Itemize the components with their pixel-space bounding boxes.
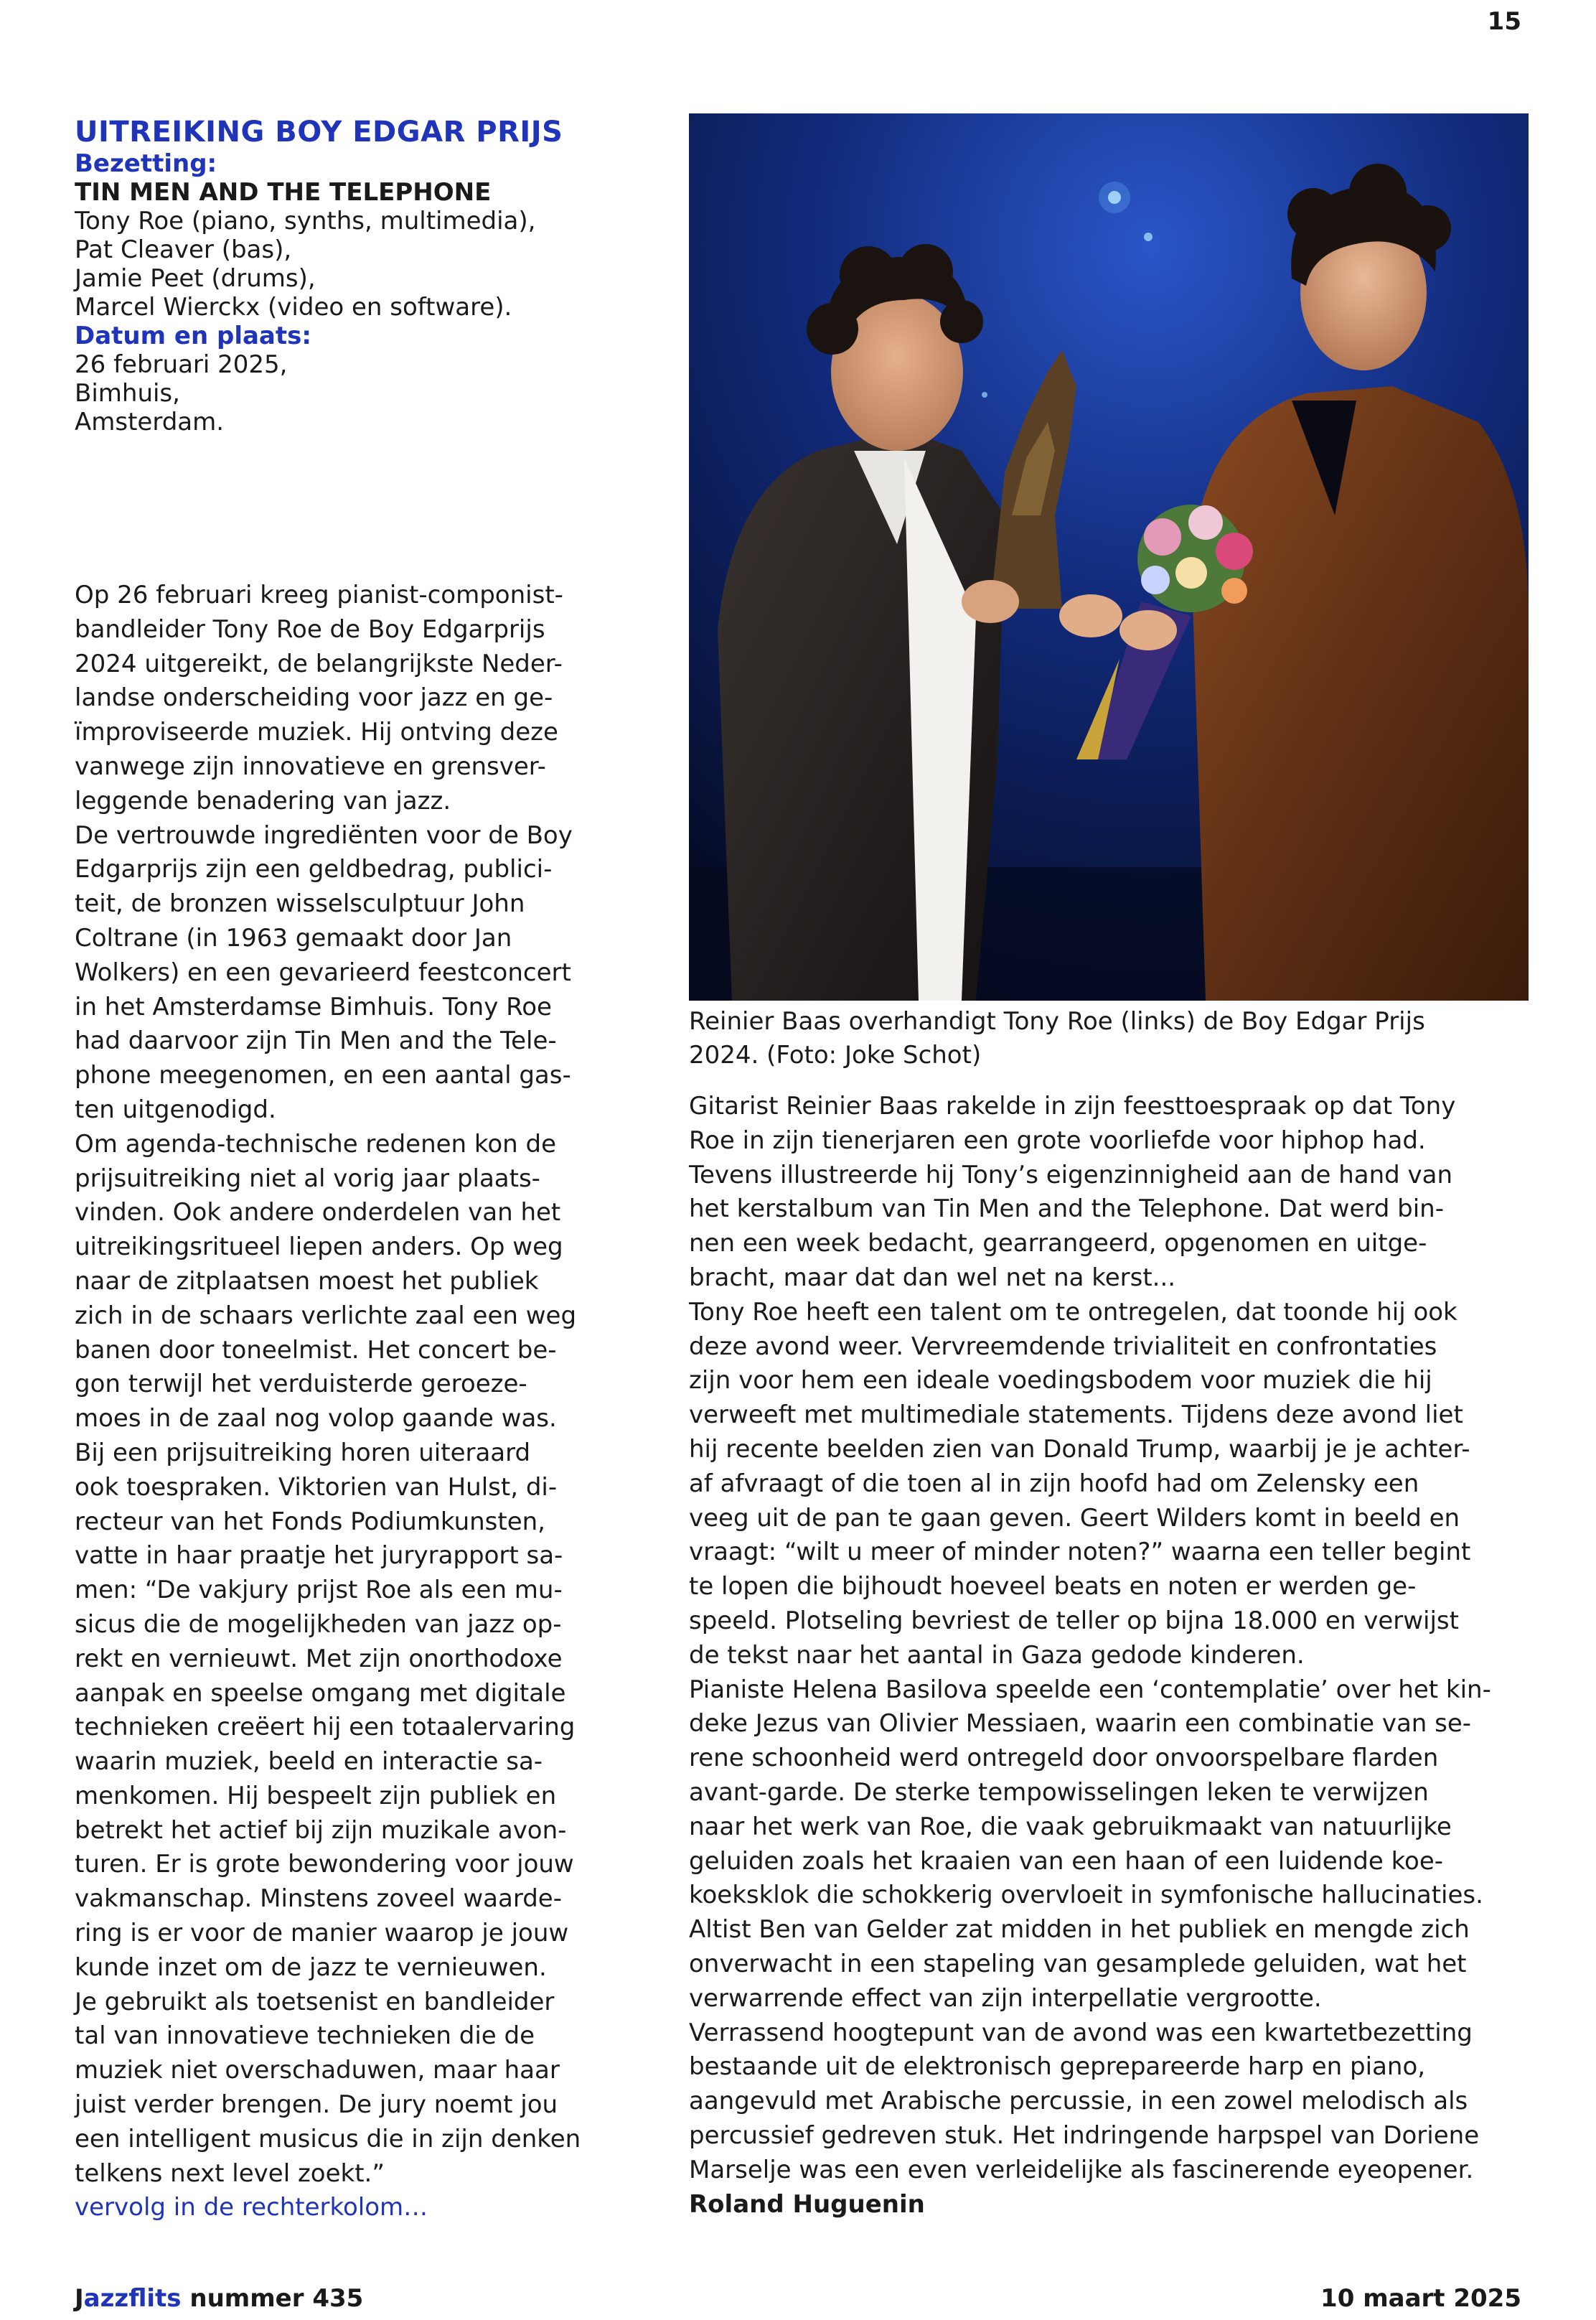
bezetting-label: Bezetting: <box>75 149 217 178</box>
paragraph-line: aangevuld met Arabische percussie, in een zowel melodisch als <box>689 2087 1468 2116</box>
paragraph-line: rene schoonheid werd ontregeld door onvoorspelbare flarden <box>689 1744 1439 1773</box>
paragraph-line: rekt en vernieuwt. Met zijn onorthodoxe <box>75 1644 563 1673</box>
author-name: Roland Huguenin <box>689 2189 925 2219</box>
paragraph-line: hij recente beelden zien van Donald Trump, waarbij je je achter- <box>689 1434 1470 1464</box>
caption-line: 2024. (Foto: Joke Schot) <box>689 1041 982 1070</box>
continue-link[interactable]: vervolg in de rechterkolom… <box>75 2193 428 2222</box>
paragraph-line: naar de zitplaatsen moest het publiek <box>75 1266 539 1296</box>
paragraph-line: Verrassend hoogtepunt van de avond was een kwartetbezetting <box>689 2018 1473 2047</box>
paragraph-line: vanwege zijn innovatieve en grensver- <box>75 752 546 781</box>
paragraph-line: bracht, maar dat dan wel net na kerst... <box>689 1263 1176 1292</box>
paragraph-line: naar het werk van Roe, die vaak gebruikmaakt van natuurlijke <box>689 1812 1452 1841</box>
paragraph-line: vakmanschap. Minstens zoveel waarde- <box>75 1884 562 1914</box>
paragraph-line: betrekt het actief bij zijn muzikale avon- <box>75 1815 567 1845</box>
paragraph-line: landse onderscheiding voor jazz en ge- <box>75 683 553 713</box>
left-article-column <box>75 579 620 2225</box>
paragraph-line: te lopen die bijhoudt hoeveel beats en noten er werden ge- <box>689 1572 1417 1601</box>
paragraph-line: deze avond weer. Vervreemdende trivialiteit en confrontaties <box>689 1332 1437 1361</box>
paragraph-line: deke Jezus van Olivier Messiaen, waarin een combinatie van se- <box>689 1709 1472 1739</box>
paragraph-line: Gitarist Reinier Baas rakelde in zijn feesttoespraak op dat Tony <box>689 1092 1456 1121</box>
paragraph-line: Roe in zijn tienerjaren een grote voorliefde voor hiphop had. <box>689 1126 1426 1155</box>
paragraph-line: ring is er voor de manier waarop je jouw <box>75 1919 569 1948</box>
paragraph-line: Bij een prijsuitreiking horen uiteraard <box>75 1438 531 1467</box>
paragraph-line: de tekst naar het aantal in Gaza gedode kinderen. <box>689 1640 1305 1670</box>
paragraph-line: leggende benadering van jazz. <box>75 786 451 815</box>
brand-j: J <box>75 2284 84 2313</box>
paragraph-line: technieken creëert hij een totaalervaring <box>75 1713 576 1742</box>
member-line: Tony Roe (piano, synths, multimedia), <box>75 207 536 235</box>
paragraph-line: sicus die de mogelijkheden van jazz op- <box>75 1609 562 1639</box>
concert-info <box>75 115 620 436</box>
right-article-column <box>689 1090 1529 2222</box>
paragraph-line: men: “De vakjury prijst Roe als een mu- <box>75 1576 563 1605</box>
paragraph-line: De vertrouwde ingrediënten voor de Boy <box>75 820 573 850</box>
footer-brand <box>75 2284 363 2313</box>
paragraph-line: zijn voor hem een ideale voedingsbodem voor muziek die hij <box>689 1366 1432 1395</box>
brand-flits: flits <box>128 2284 182 2313</box>
paragraph-line: avant-garde. De sterke tempowisselingen leken te verwijzen <box>689 1777 1429 1807</box>
award-photo-illustration <box>689 113 1529 1001</box>
paragraph-line: percussief gedreven stuk. Het indringende harpspel van Doriene <box>689 2120 1480 2150</box>
paragraph-line: juist verder brengen. De jury noemt jou <box>75 2090 558 2120</box>
paragraph-line: had daarvoor zijn Tin Men and the Tele- <box>75 1026 557 1056</box>
paragraph-line: Tevens illustreerde hij Tony’s eigenzinnigheid aan de hand van <box>689 1160 1453 1189</box>
member-line: Jamie Peet (drums), <box>75 264 316 293</box>
paragraph-line: uitreikingsritueel liepen anders. Op weg <box>75 1232 563 1262</box>
paragraph-line: ook toespraken. Viktorien van Hulst, di- <box>75 1472 558 1502</box>
paragraph-line: teit, de bronzen wisselsculptuur John <box>75 889 525 919</box>
paragraph-line: veeg uit de pan te gaan geven. Geert Wilders komt in beeld en <box>689 1503 1460 1533</box>
paragraph-line: telkens next level zoekt.” <box>75 2158 385 2188</box>
paragraph-line: phone meegenomen, en een aantal gas- <box>75 1061 571 1090</box>
issue-number: nummer 435 <box>181 2284 364 2313</box>
member-line: Marcel Wierckx (video en software). <box>75 293 512 322</box>
paragraph-line: Altist Ben van Gelder zat midden in het publiek en mengde zich <box>689 1915 1470 1945</box>
member-line: Pat Cleaver (bas), <box>75 235 292 264</box>
paragraph-line: menkomen. Hij bespeelt zijn publiek en <box>75 1781 557 1810</box>
paragraph-line: Wolkers) en een gevarieerd feestconcert <box>75 958 571 987</box>
paragraph-line: Coltrane (in 1963 gemaakt door Jan <box>75 923 512 953</box>
photo-caption <box>689 1005 1529 1072</box>
paragraph-line: Edgarprijs zijn een geldbedrag, publici- <box>75 855 553 884</box>
datum-line: 26 februari 2025, <box>75 350 288 379</box>
paragraph-line: Tony Roe heeft een talent om te ontregelen, dat toonde hij ook <box>689 1297 1457 1327</box>
paragraph-line: koeksklok die schokkerig overvloeit in symfonische hallucinaties. <box>689 1881 1483 1910</box>
paragraph-line: geluiden zoals het kraaien van een haan of een luidende koe- <box>689 1846 1444 1876</box>
paragraph-line: prijsuitreiking niet al vorig jaar plaats- <box>75 1164 540 1193</box>
paragraph-line: Om agenda-technische redenen kon de <box>75 1129 557 1159</box>
paragraph-line: bandleider Tony Roe de Boy Edgarprijs <box>75 614 545 644</box>
paragraph-line: bestaande uit de elektronisch geprepareerde harp en piano, <box>689 2052 1426 2082</box>
paragraph-line: ïmproviseerde muziek. Hij ontving deze <box>75 718 558 747</box>
paragraph-line: zich in de schaars verlichte zaal een weg <box>75 1301 577 1330</box>
caption-line: Reinier Baas overhandigt Tony Roe (links) de Boy Edgar Prijs <box>689 1007 1425 1036</box>
footer-date: 10 maart 2025 <box>1320 2284 1521 2313</box>
paragraph-line: 2024 uitgereikt, de belangrijkste Neder- <box>75 649 563 678</box>
paragraph-line: turen. Er is grote bewondering voor jouw <box>75 1850 574 1879</box>
paragraph-line: het kerstalbum van Tin Men and the Telephone. Dat werd bin- <box>689 1194 1444 1224</box>
paragraph-line: verwarrende effect van zijn interpellatie vergrootte. <box>689 1983 1322 2013</box>
paragraph-line: af afvraagt of die toen al in zijn hoofd had om Zelensky een <box>689 1469 1419 1498</box>
paragraph-line: een intelligent musicus die in zijn denken <box>75 2124 581 2153</box>
paragraph-line: nen een week bedacht, gearrangeerd, opgenomen en uitge- <box>689 1229 1427 1258</box>
paragraph-line: moes in de zaal nog volop gaande was. <box>75 1404 557 1433</box>
paragraph-line: muziek niet overschaduwen, maar haar <box>75 2056 560 2085</box>
datum-label: Datum en plaats: <box>75 322 311 350</box>
band-name: TIN MEN AND THE TELEPHONE <box>75 178 492 207</box>
datum-line: Amsterdam. <box>75 408 225 436</box>
article-title: UITREIKING BOY EDGAR PRIJS <box>75 116 563 149</box>
paragraph-line: aanpak en speelse omgang met digitale <box>75 1678 566 1708</box>
paragraph-line: banen door toneelmist. Het concert be- <box>75 1335 557 1365</box>
paragraph-line: verweeft met multimediale statements. Tijdens deze avond liet <box>689 1400 1463 1430</box>
paragraph-line: kunde inzet om de jazz te vernieuwen. <box>75 1952 547 1982</box>
paragraph-line: onverwacht in een stapeling van gesamplede geluiden, wat het <box>689 1949 1467 1978</box>
paragraph-line: tal van innovatieve technieken die de <box>75 2021 535 2051</box>
paragraph-line: recteur van het Fonds Podiumkunsten, <box>75 1507 545 1536</box>
paragraph-line: speeld. Plotseling bevriest de teller op bijna 18.000 en verwijst <box>689 1606 1459 1635</box>
paragraph-line: Je gebruikt als toetsenist en bandleider <box>75 1987 555 2016</box>
paragraph-line: Marselje was een even verleidelijke als fascinerende eyeopener. <box>689 2155 1474 2184</box>
paragraph-line: ten uitgenodigd. <box>75 1095 276 1124</box>
paragraph-line: vraagt: “wilt u meer of minder noten?” waarna een teller begint <box>689 1538 1471 1567</box>
paragraph-line: Op 26 februari kreeg pianist-componist- <box>75 581 563 609</box>
page-number: 15 <box>1487 7 1521 36</box>
datum-line: Bimhuis, <box>75 379 180 408</box>
paragraph-line: vatte in haar praatje het juryrapport sa- <box>75 1541 563 1571</box>
paragraph-line: vinden. Ook andere onderdelen van het <box>75 1198 561 1227</box>
paragraph-line: Pianiste Helena Basilova speelde een ‘contemplatie’ over het kin- <box>689 1675 1491 1704</box>
paragraph-line: waarin muziek, beeld en interactie sa- <box>75 1747 543 1777</box>
paragraph-line: in het Amsterdamse Bimhuis. Tony Roe <box>75 992 552 1021</box>
paragraph-line: gon terwijl het verduisterde geroeze- <box>75 1370 527 1399</box>
brand-azz: azz <box>83 2284 129 2313</box>
award-photo <box>689 113 1529 1001</box>
